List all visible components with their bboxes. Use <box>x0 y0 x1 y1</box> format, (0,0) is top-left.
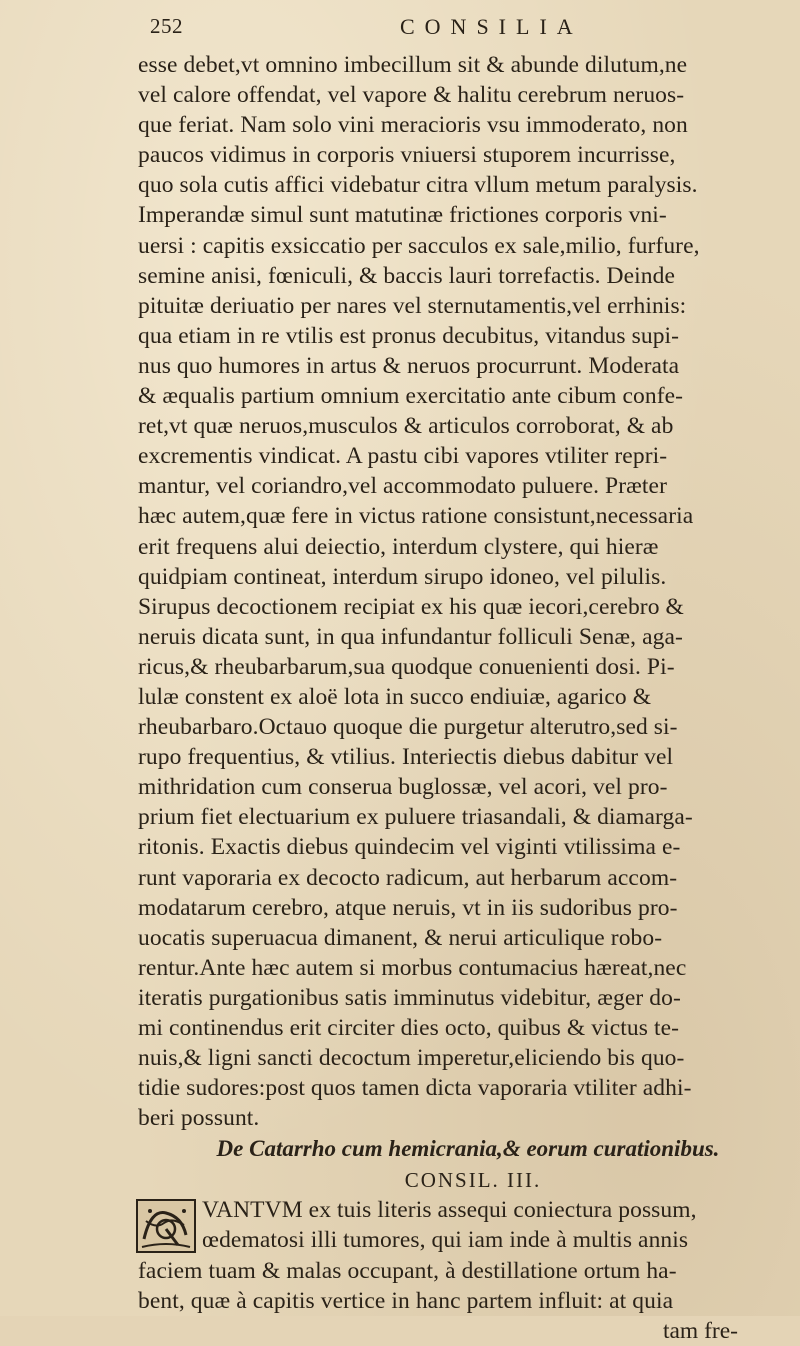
text-line: rupo frequentius, & vtilius. Interiectis diebus dabitur vel <box>138 744 674 771</box>
text-line: ret,vt quæ neruos,musculos & articulos corroborat, & ab <box>138 413 674 440</box>
section-text-line: bent, quæ à capitis vertice in hanc partem influit: at quia <box>138 1287 674 1314</box>
text-line: uersi : capitis exsiccatio per sacculos ex sale,milio, furfure, <box>138 232 700 259</box>
section-paragraph <box>138 1195 778 1315</box>
text-line: ritonis. Exactis diebus quindecim vel viginti vtilissima e- <box>138 834 681 861</box>
ornamental-initial-icon <box>136 1199 196 1253</box>
text-line: vel calore offendat, vel vapore & halitu cerebrum neruos- <box>138 82 685 109</box>
section-text-line: œdematosi illi tumores, qui iam inde à multis annis <box>202 1227 689 1254</box>
text-line: prium fiet electuarium ex puluere triasandali, & diamarga- <box>138 804 693 831</box>
text-line: lulæ constent ex aloë lota in succo endiuiæ, agarico & <box>138 683 652 710</box>
text-line: Sirupus decoctionem recipiat ex his quæ iecori,cerebro & <box>138 593 684 620</box>
body-paragraph <box>138 50 778 1133</box>
running-head: CONSILIA <box>400 14 583 39</box>
text-line: que feriat. Nam solo vini meracioris vsu immoderato, non <box>138 112 688 139</box>
text-line: Imperandæ simul sunt matutinæ frictiones corporis vni- <box>138 202 667 229</box>
text-line: uocatis superuacua dimanent, & nerui articulique robo- <box>138 924 663 951</box>
catchword: tam fre- <box>662 1317 738 1344</box>
consilium-label: CONSIL. III. <box>404 1168 542 1193</box>
text-line: erit frequens alui deiectio, interdum clystere, qui hieræ <box>138 533 659 560</box>
main-text-block <box>138 50 778 1346</box>
page-number: 252 <box>150 14 183 38</box>
section-text-line: VANTVM ex tuis literis assequi coniectura possum, <box>202 1197 697 1224</box>
page-header <box>150 14 760 44</box>
section-title: De Catarrho cum hemicrania,& eorum curationibus. <box>216 1136 720 1162</box>
text-line: paucos vidimus in corporis vniuersi stuporem incurrisse, <box>138 142 676 169</box>
text-line: & æqualis partium omnium exercitatio ante cibum confe- <box>138 383 684 410</box>
text-line: mi continendus erit circiter dies octo, quibus & victus te- <box>138 1015 680 1041</box>
text-line: pituitæ deriuatio per nares vel sternutamentis,vel errhinis: <box>138 292 687 319</box>
text-line: quidpiam contineat, interdum sirupo idoneo, vel pilulis. <box>138 563 667 590</box>
text-line: mantur, vel coriandro,vel accommodato puluere. Præter <box>138 473 668 500</box>
text-line: rheubarbaro.Octauo quoque die purgetur alterutro,sed si- <box>138 714 678 741</box>
text-line: neruis dicata sunt, in qua infundantur folliculi Senæ, aga- <box>138 623 683 650</box>
text-line: ricus,& rheubarbarum,sua quodque conuenienti dosi. Pi- <box>138 653 675 680</box>
text-line: nuis,& ligni sancti decoctum imperetur,eliciendo bis quo- <box>138 1045 685 1072</box>
text-line: runt vaporaria ex decocto radicum, aut herbarum accom- <box>138 864 678 891</box>
text-line: excrementis vindicat. A pastu cibi vapores vtiliter repri- <box>138 443 668 470</box>
text-line: mithridation cum conserua buglossæ, vel acori, vel pro- <box>138 774 668 801</box>
text-line: qua etiam in re vtilis est pronus decubitus, vitandus supi- <box>138 322 680 349</box>
text-line: modatarum cerebro, atque neruis, vt in iis sudoribus pro- <box>138 894 678 921</box>
section-text-line: faciem tuam & malas occupant, à destillatione ortum ha- <box>138 1257 677 1284</box>
text-line: esse debet,vt omnino imbecillum sit & abunde dilutum,ne <box>138 52 688 78</box>
text-line: quo sola cutis affici videbatur citra vllum metum paralysis. <box>138 172 698 199</box>
text-line: iteratis purgationibus satis imminutus videbitur, æger do- <box>138 984 681 1011</box>
text-line: hæc autem,quæ fere in victus ratione consistunt,necessaria <box>138 503 694 530</box>
text-line: beri possunt. <box>138 1105 260 1132</box>
text-line: tidie sudores:post quos tamen dicta vaporaria vtiliter adhi- <box>138 1075 692 1102</box>
text-line: semine anisi, fœniculi, & baccis lauri torrefactis. Deinde <box>138 262 675 289</box>
text-line: nus quo humores in artus & neruos procurrunt. Moderata <box>138 352 680 379</box>
text-line: rentur.Ante hæc autem si morbus contumacius hæreat,nec <box>138 954 687 981</box>
